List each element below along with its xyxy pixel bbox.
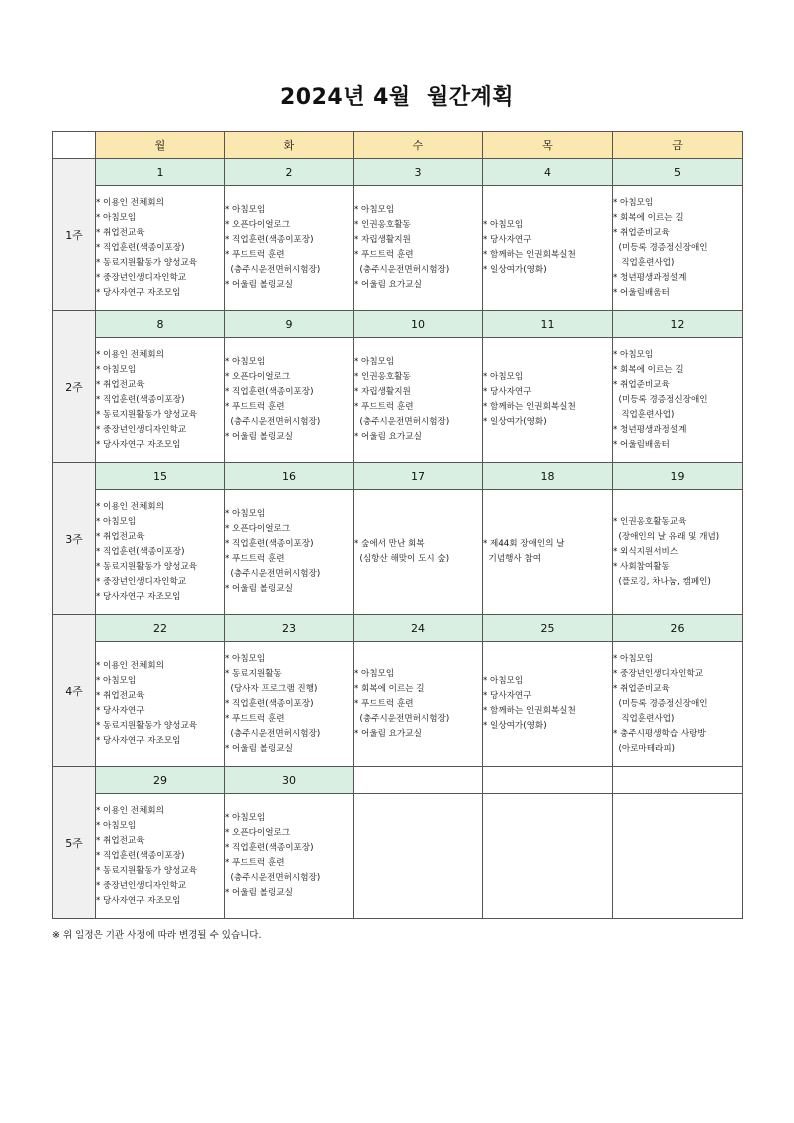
schedule-item: (충주시운전면허시험장) [225,873,321,883]
schedule-item: * 아침모임 [354,668,395,679]
weekday-header: 화 [225,132,354,159]
schedule-item: * 청년평생과정설계 [613,272,687,283]
schedule-item: * 동료지원활동가 양성교육 [96,721,198,731]
schedule-item: * 아침모임 [96,820,137,831]
schedule-cell [613,794,743,919]
schedule-item: (당사자 프로그램 진행) [225,683,318,694]
date-cell: 22 [96,615,225,642]
schedule-item: * 직업훈련(색종이포장) [225,387,314,397]
schedule-item: (미등록 경증정신장애인 [613,698,708,709]
schedule-item: * 어울림 볼링교실 [225,888,293,898]
schedule-item: * 이용인 전체회의 [96,349,164,360]
weekday-header-row [53,132,743,159]
schedule-item: (충주시운전면허시험장) [354,265,450,275]
schedule-item: * 취업준비교육 [613,683,670,694]
schedule-item: * 아침모임 [225,509,266,519]
schedule-item: * 직업훈련(색종이포장) [96,850,185,861]
schedule-item: * 인권옹호활동 [354,220,411,230]
schedule-item: * 자립생활지원 [354,235,411,245]
schedule-item: (충주시운전면허시험장) [354,417,450,427]
schedule-item: * 푸드트럭 훈련 [225,250,285,260]
schedule-item: * 아침모임 [96,364,137,375]
schedule-item: * 사회참여활동 [613,561,670,572]
schedule-item: * 직업훈련(색종이포장) [96,242,185,253]
schedule-cell [354,186,483,311]
schedule-cell [96,794,225,919]
schedule-item: * 오픈다이얼로그 [225,524,291,534]
weekday-header: 수 [354,132,483,159]
schedule-cell [96,338,225,463]
schedule-item: * 이용인 전체회의 [96,197,164,208]
schedule-item: * 직업훈련(색종이포장) [225,698,314,709]
schedule-cell [613,642,743,767]
schedule-row [53,186,743,311]
schedule-item: * 아침모임 [225,357,266,367]
schedule-item: * 당사자연구 자조모임 [96,591,181,602]
date-cell: 10 [354,311,483,338]
schedule-item: * 동료지원활동가 양성교육 [96,561,198,572]
schedule-item: * 당사자연구 [483,691,532,701]
schedule-item: * 중장년인생디자인학교 [96,272,187,283]
schedule-item: * 직업훈련(색종이포장) [225,235,314,245]
week-label: 4주 [53,615,96,767]
schedule-item: * 청년평생과정설계 [613,424,687,435]
date-cell: 5 [613,159,743,186]
date-cell: 19 [613,463,743,490]
date-cell [613,767,743,794]
schedule-item: * 중장년인생디자인학교 [96,880,187,891]
schedule-item: * 직업훈련(색종이포장) [96,394,185,405]
schedule-cell [613,338,743,463]
date-cell: 18 [483,463,613,490]
schedule-item: * 아침모임 [613,197,654,208]
schedule-item: * 동료지원활동가 양성교육 [96,865,198,876]
schedule-item: * 어울림 볼링교실 [225,432,293,442]
schedule-item: * 아침모임 [483,676,524,686]
schedule-item: * 취업전교육 [96,835,145,846]
schedule-item: (플로깅, 차나눔, 캠페인) [613,576,711,587]
schedule-item: * 아침모임 [225,813,266,823]
schedule-item: 기념행사 참여 [483,554,542,564]
schedule-item: * 푸드트럭 훈련 [225,713,285,724]
monthly-calendar-table [52,131,743,919]
schedule-item: * 취업전교육 [96,379,145,390]
schedule-item: * 일상여가(영화) [483,721,547,731]
schedule-item: * 직업훈련(색종이포장) [225,539,314,549]
schedule-cell [613,186,743,311]
schedule-item: * 직업훈련(색종이포장) [225,843,314,853]
schedule-item: * 어울림 요가교실 [354,432,422,442]
schedule-cell [354,642,483,767]
schedule-item: * 아침모임 [225,205,266,215]
date-cell [483,767,613,794]
schedule-item: * 직업훈련(색종이포장) [96,546,185,557]
schedule-item: * 당사자연구 자조모임 [96,895,181,906]
schedule-item: * 어울림 요가교실 [354,280,422,290]
schedule-item: * 아침모임 [96,676,137,686]
schedule-item: * 인권옹호활동 [354,372,411,382]
schedule-item: * 푸드트럭 훈련 [354,698,414,709]
week-label: 2주 [53,311,96,463]
schedule-item: (장애인의 날 유래 및 개념) [613,531,720,542]
date-row [53,311,743,338]
schedule-item: * 당사자연구 [96,706,145,716]
schedule-cell [225,338,354,463]
corner-cell [53,132,96,159]
date-cell: 1 [96,159,225,186]
weekday-header: 월 [96,132,225,159]
schedule-item: (충주시운전면허시험장) [354,713,450,724]
schedule-item: (심항산 해맞이 도시 숲) [354,554,450,564]
schedule-item: * 오픈다이얼로그 [225,220,291,230]
date-cell [354,767,483,794]
schedule-item: * 아침모임 [483,220,524,230]
schedule-item: * 푸드트럭 훈련 [225,858,285,868]
schedule-item: * 당사자연구 자조모임 [96,287,181,298]
schedule-item: * 푸드트럭 훈련 [225,554,285,564]
schedule-item: * 제44회 장애인의 날 [483,539,565,549]
schedule-item: * 취업전교육 [96,227,145,238]
week-label: 5주 [53,767,96,919]
schedule-item: * 당사자연구 [483,387,532,397]
date-row [53,767,743,794]
schedule-item: 직업훈련사업) [613,257,675,268]
date-cell: 23 [225,615,354,642]
date-cell: 15 [96,463,225,490]
date-cell: 17 [354,463,483,490]
date-cell: 24 [354,615,483,642]
schedule-item: * 회복에 이르는 길 [613,364,684,375]
schedule-item: * 일상여가(영화) [483,265,547,275]
schedule-item: * 아침모임 [613,653,654,664]
schedule-cell [354,794,483,919]
schedule-cell [96,490,225,615]
schedule-item: * 당사자연구 [483,235,532,245]
schedule-item: * 푸드트럭 훈련 [354,250,414,260]
schedule-item: * 인권옹호활동교육 [613,516,687,527]
date-cell: 26 [613,615,743,642]
schedule-row [53,794,743,919]
schedule-item: * 회복에 이르는 길 [354,683,425,694]
schedule-item: * 오픈다이얼로그 [225,372,291,382]
schedule-cell [96,186,225,311]
schedule-item: * 이용인 전체회의 [96,805,164,816]
schedule-item: * 취업준비교육 [613,379,670,390]
schedule-cell [354,490,483,615]
schedule-item: * 푸드트럭 훈련 [354,402,414,412]
schedule-item: * 동료지원활동 [225,668,282,679]
schedule-item: * 중장년인생디자인학교 [613,668,704,679]
schedule-item: * 어울림 볼링교실 [225,584,293,594]
schedule-cell [225,794,354,919]
schedule-item: * 중장년인생디자인학교 [96,424,187,435]
schedule-item: (충주시운전면허시험장) [225,265,321,275]
schedule-item: * 취업전교육 [96,531,145,542]
schedule-item: * 아침모임 [354,357,395,367]
schedule-item: * 이용인 전체회의 [96,501,164,512]
schedule-row [53,490,743,615]
date-cell: 30 [225,767,354,794]
schedule-item: * 어울림 볼링교실 [225,743,293,754]
date-cell: 29 [96,767,225,794]
week-label: 1주 [53,159,96,311]
schedule-item: 직업훈련사업) [613,409,675,420]
schedule-cell [96,642,225,767]
schedule-cell [483,642,613,767]
schedule-item: * 아침모임 [225,653,266,664]
schedule-cell [225,186,354,311]
date-row [53,615,743,642]
schedule-cell [483,490,613,615]
schedule-item: * 오픈다이얼로그 [225,828,291,838]
schedule-item: * 어울림배움터 [613,287,670,298]
schedule-item: * 이용인 전체회의 [96,661,164,671]
schedule-cell [225,490,354,615]
week-label: 3주 [53,463,96,615]
schedule-item: * 취업준비교육 [613,227,670,238]
date-cell: 16 [225,463,354,490]
schedule-item: * 함께하는 인권회복실천 [483,250,576,260]
schedule-item: * 당사자연구 자조모임 [96,736,181,746]
schedule-item: * 숲에서 만난 회복 [354,539,425,549]
schedule-item: * 동료지원활동가 양성교육 [96,257,198,268]
schedule-item: * 아침모임 [354,205,395,215]
date-cell: 2 [225,159,354,186]
schedule-item: * 외식지원서비스 [613,546,679,557]
schedule-cell [483,186,613,311]
schedule-item: * 어울림 요가교실 [354,728,422,739]
schedule-item: * 동료지원활동가 양성교육 [96,409,198,420]
date-cell: 12 [613,311,743,338]
schedule-item: (미등록 경증정신장애인 [613,242,708,253]
schedule-cell [613,490,743,615]
date-cell: 9 [225,311,354,338]
weekday-header: 금 [613,132,743,159]
schedule-item: (아로마테라피) [613,743,675,754]
schedule-item: * 아침모임 [613,349,654,360]
schedule-item: (충주시운전면허시험장) [225,569,321,579]
schedule-item: * 중장년인생디자인학교 [96,576,187,587]
schedule-cell [483,338,613,463]
schedule-cell [225,642,354,767]
schedule-item: * 함께하는 인권회복실천 [483,706,576,716]
schedule-item: 직업훈련사업) [613,713,675,724]
schedule-item: * 아침모임 [96,212,137,223]
weekday-header: 목 [483,132,613,159]
schedule-item: * 충주시평생학습 사랑방 [613,728,706,739]
schedule-item: * 아침모임 [96,516,137,527]
schedule-item: * 어울림 볼링교실 [225,280,293,290]
schedule-item: * 일상여가(영화) [483,417,547,427]
page-title: 2024년 4월 월간계획 [279,85,515,110]
date-cell: 11 [483,311,613,338]
schedule-item: * 자립생활지원 [354,387,411,397]
schedule-item: * 푸드트럭 훈련 [225,402,285,412]
schedule-item: * 당사자연구 자조모임 [96,439,181,450]
schedule-item: (충주시운전면허시험장) [225,728,321,739]
schedule-item: * 아침모임 [483,372,524,382]
date-cell: 4 [483,159,613,186]
schedule-row [53,642,743,767]
date-cell: 3 [354,159,483,186]
schedule-row [53,338,743,463]
schedule-item: * 회복에 이르는 길 [613,212,684,223]
schedule-cell [483,794,613,919]
footnote: ※ 위 일정은 기관 사정에 따라 변경될 수 있습니다. [52,930,262,941]
date-row [53,463,743,490]
date-cell: 25 [483,615,613,642]
schedule-item: * 취업전교육 [96,691,145,701]
schedule-cell [354,338,483,463]
schedule-item: * 함께하는 인권회복실천 [483,402,576,412]
schedule-item: (미등록 경증정신장애인 [613,394,708,405]
date-cell: 8 [96,311,225,338]
schedule-item: (충주시운전면허시험장) [225,417,321,427]
schedule-item: * 어울림배움터 [613,439,670,450]
date-row [53,159,743,186]
